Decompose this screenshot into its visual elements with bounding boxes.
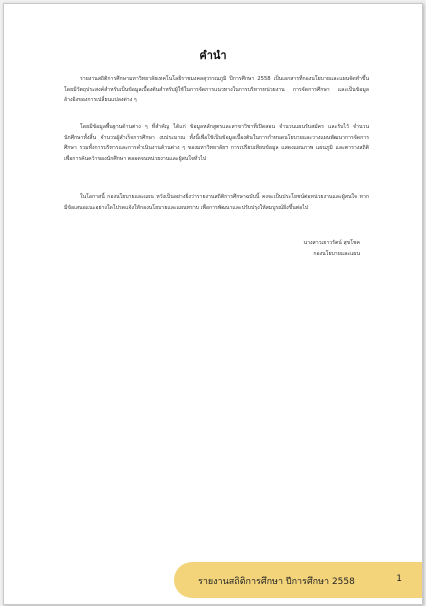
page-number: 1 bbox=[396, 574, 402, 584]
paragraph-2: โดยมีข้อมูลพื้นฐานด้านต่าง ๆ ที่สำคัญ ได้แก่ ข้อมูลหลักสูตรและสาขาวิชาที่เปิดสอน จำนวนแผนรับสมัคร และรับไว้ จำนวนนักศึกษาทั้งสิ้น จำนวนผู้สำเร็จการศึกษา งบประมาณ ทั้งนี้เพื่อใช้เป็นข้อมูลเบื้องต้นในการกำหนดนโยบายและวางแผนพัฒนาการจัดการศึกษา รวมทั้งการบริหารและการดำเนินงานด้านต่าง ๆ ของมหาวิทยาลัยฯ การเปรียบเทียบข้อมูล แสดงแผนภาพ แผนภูมิ และตารางสถิติ เพื่อการค้นคว้าของนักศึกษา ตลอดจนหน่วยงานและผู้สนใจทั่วไป bbox=[64, 124, 369, 162]
footer-band bbox=[174, 562, 422, 598]
signature-name: นางสาวเยาวรัตน์ สุขโชค bbox=[303, 240, 360, 246]
paragraph-3: ในโอกาสนี้ กองนโยบายและแผน หวังเป็นอย่างยิ่งว่ารายงานสถิติการศึกษาฉบับนี้ คงจะเป็นประโยชน์ต่อหน่วยงานและผู้สนใจ หากมีข้อเสนอแนะอย่างใดโปรดแจ้งให้กองนโยบายและแผนทราบ เพื่อการพัฒนาและปรับปรุงให้สมบูรณ์ยิ่งขึ้นต่อไป bbox=[64, 194, 369, 211]
signature-unit: กองนโยบายและแผน bbox=[313, 250, 360, 257]
signature-block bbox=[304, 238, 360, 259]
document-page bbox=[3, 3, 423, 605]
page-title: คำนำ bbox=[199, 49, 227, 62]
paragraph-1: รายงานสถิติการศึกษามหาวิทยาลัยเทคโนโลยีราชมงคลสุวรรณภูมิ ปีการศึกษา 2558 เป็นเอกสารที่กองนโยบายและแผนจัดทำขึ้น โดยมีวัตถุประสงค์สำหรับเป็นข้อมูลเบื้องต้นสำหรับผู้ใช้ในการจัดการแนวทางในการบริหารหน่วยงาน การจัดการศึกษา และเป็นข้อมูลอ้างอิงของการเปลี่ยนแปลงต่าง ๆ bbox=[64, 76, 369, 103]
footer-title: รายงานสถิติการศึกษา ปีการศึกษา 2558 bbox=[198, 577, 355, 587]
